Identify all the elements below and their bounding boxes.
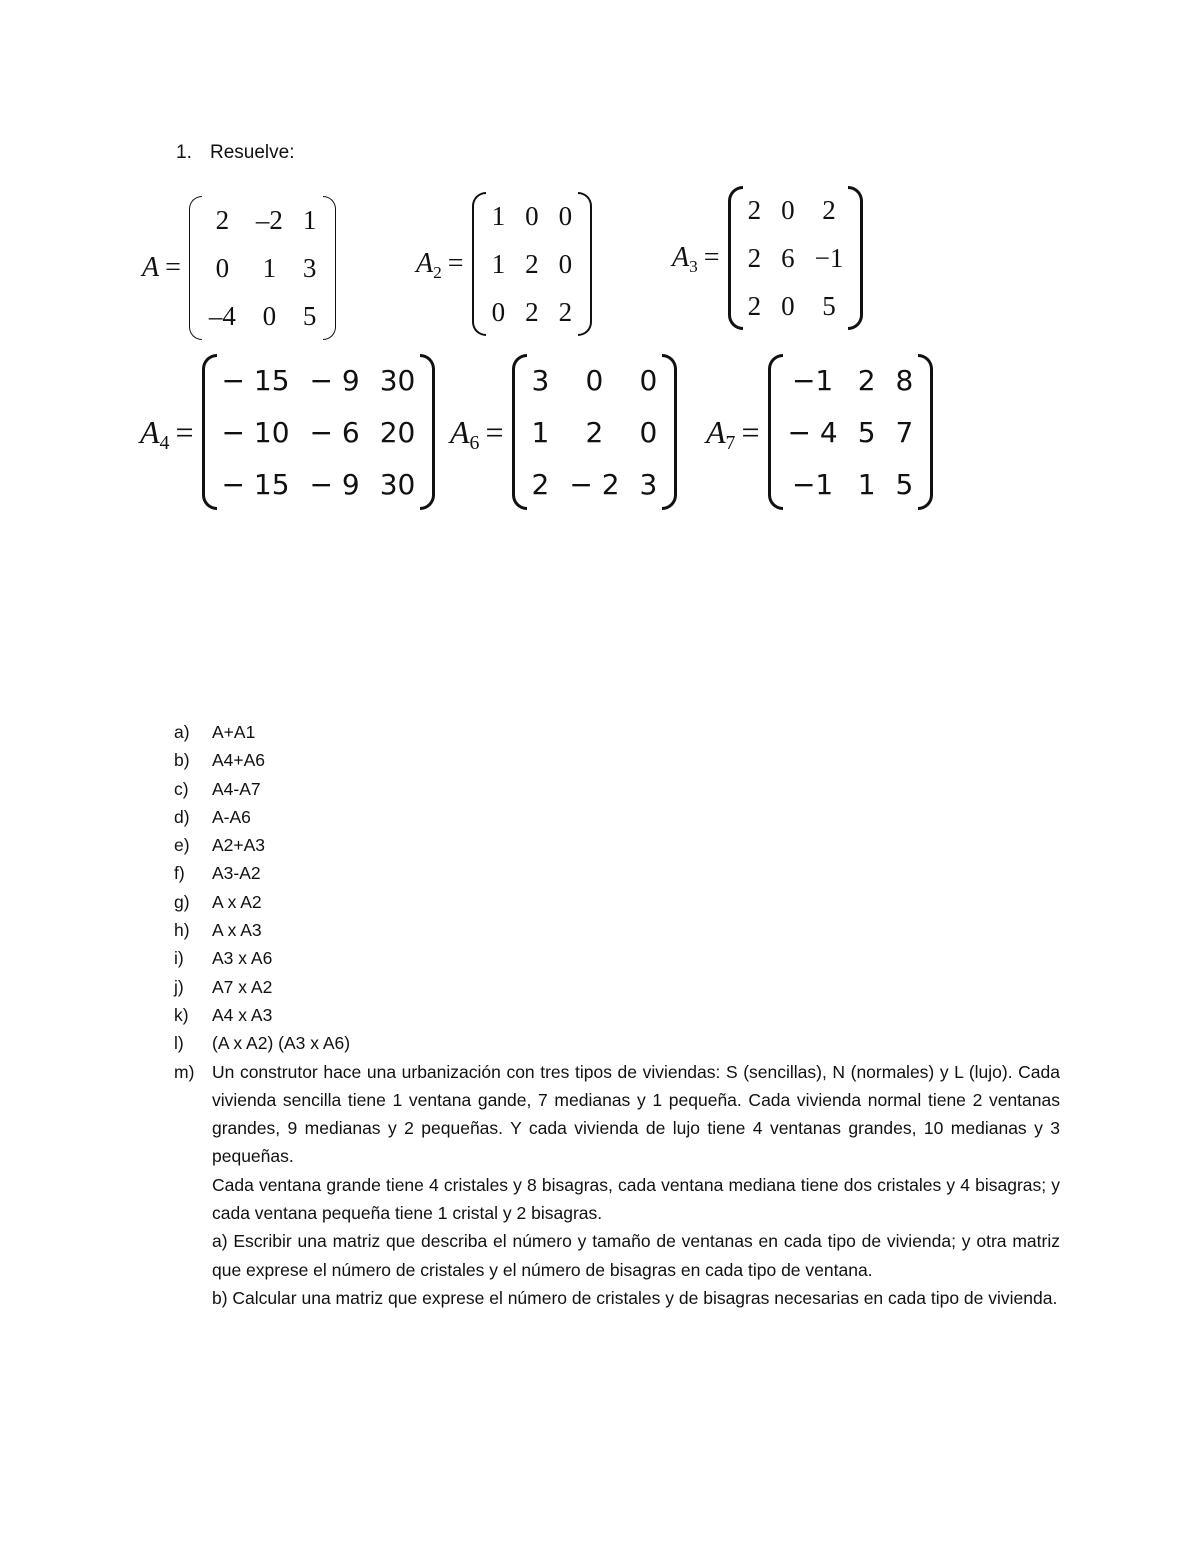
matrix-A7: [706, 354, 933, 510]
word-problem: m) Un construtor hace una urbanización con tres tipos de viviendas: S (sencillas), N (normales) y L (lujo). Cada vivienda sencilla tiene 1 ventana gande, 7 medianas y 1 pequeña. Cada vivienda normal tiene 2 ventanas grandes, 9 medianas y 2 pequeñas. Y cada vivienda de lujo tiene 4 ventanas grandes, 10 medianas y 3 pequeñas. Cada ventana grande tiene 4 cristales y 8 bisagras, cada ventana mediana tiene dos cristales y 4 bisagras; y cada ventana pequeña tiene 1 cristal y 2 bisagras. a) Escribir una matriz que describa el número y tamaño de ventanas en cada tipo de vivienda; y otra matriz que exprese el número de cristales y el número de bisagras en cada tipo de ventana. b) Calcular una matriz que exprese el número de cristales y de bisagras necesarias en cada tipo de vivienda.: [174, 1058, 1060, 1313]
heading-number: 1.: [176, 142, 192, 163]
matrix-cell: 2: [558, 296, 573, 327]
matrix-cell: 7: [895, 415, 914, 449]
equals-sign: =: [703, 242, 720, 273]
matrix-cell: 0: [781, 290, 795, 321]
matrix-cell: 2: [585, 415, 604, 449]
matrix-cell: −1: [791, 467, 834, 501]
problem-paragraph: Un construtor hace una urbanización con tres tipos de viviendas: S (sencillas), N (normales) y L (lujo). Cada vivienda sencilla tiene 1 ventana gande, 7 medianas y 1 pequeña. Cada vivienda normal tiene 2 ventanas grandes, 9 medianas y 2 pequeñas. Y cada vivienda de lujo tiene 4 ventanas grandes, 10 medianas y 3 pequeñas.: [212, 1061, 1060, 1167]
matrix-cell: 2: [531, 467, 550, 501]
equals-sign: =: [447, 248, 464, 279]
matrix-cell: − 9: [309, 363, 360, 397]
matrix-row: [522, 458, 668, 510]
matrix-cell: − 4: [787, 415, 838, 449]
matrix-cell: 0: [639, 363, 658, 397]
matrix-cell: 6: [781, 242, 795, 273]
matrix-A2: [416, 192, 592, 336]
matrix-cell: −1: [814, 242, 844, 273]
matrix-cell: 0: [525, 200, 539, 231]
list-item: k) A4 x A3: [174, 1004, 273, 1025]
matrix-cell: 2: [525, 296, 539, 327]
matrix-cell: 2: [857, 363, 876, 397]
matrix-cell: − 6: [309, 415, 360, 449]
matrix-cell: –2: [255, 204, 283, 235]
matrix-cell: 2: [822, 194, 836, 225]
exercise-list: [174, 718, 1060, 1312]
matrix-cell: 5: [857, 415, 876, 449]
equals-sign: =: [741, 413, 760, 450]
matrix-A4: [140, 354, 435, 510]
problem-question-a: a) Escribir una matriz que describa el número y tamaño de ventanas en cada tipo de vivienda; y otra matriz que exprese el número de cristales y el número de bisagras en cada tipo de ventana.: [212, 1231, 1060, 1280]
matrix-cell: 0: [558, 200, 573, 231]
matrix-row: [482, 192, 583, 240]
matrix-cell: 1: [531, 415, 550, 449]
heading-text: Resuelve:: [210, 142, 295, 163]
matrix-cell: 3: [639, 467, 658, 501]
matrix-name: $A_3$: [672, 242, 698, 277]
list-item: e) A2+A3: [174, 835, 266, 856]
list-item: i) A3 x A6: [174, 948, 273, 969]
matrix-cell: 1: [857, 467, 876, 501]
matrix-table: [778, 354, 924, 510]
matrix-table: [212, 354, 426, 510]
matrix-cell: 3: [302, 252, 317, 283]
matrix-cell: − 15: [221, 363, 290, 397]
list-item: j) A7 x A2: [174, 976, 273, 997]
matrix-name: $A_2$: [416, 248, 442, 283]
matrix-row: [738, 282, 854, 330]
matrix-table: [199, 196, 327, 340]
matrix-cell: 2: [747, 290, 762, 321]
equals-sign: =: [175, 413, 194, 450]
matrix-cell: 1: [491, 200, 506, 231]
matrix-brackets: [768, 354, 934, 510]
matrix-cell: 0: [262, 300, 277, 331]
matrix-cell: − 2: [569, 467, 620, 501]
matrix-row: [778, 354, 924, 406]
matrix-cell: 5: [895, 467, 914, 501]
matrix-brackets: [189, 196, 337, 340]
matrix-table: [522, 354, 668, 510]
matrix-brackets: [512, 354, 678, 510]
problem-paragraph: Cada ventana grande tiene 4 cristales y 8 bisagras, cada ventana mediana tiene dos cristales y 4 bisagras; y cada ventana pequeña tiene 1 cristal y 2 bisagras.: [212, 1174, 1060, 1224]
matrix-cell: 8: [895, 363, 914, 397]
problem-question-b: b) Calcular una matriz que exprese el número de cristales y de bisagras necesarias en cada tipo de vivienda.: [212, 1287, 1058, 1308]
matrix-cell: –4: [208, 300, 236, 331]
matrix-brackets: [202, 354, 436, 510]
matrix-cell: − 9: [309, 467, 360, 501]
matrix-table: [482, 192, 583, 336]
matrix-cell: 3: [531, 363, 550, 397]
matrix-row: [212, 354, 426, 406]
exercise-heading: [176, 142, 295, 164]
matrix-cell: 2: [747, 194, 762, 225]
matrix-row: [738, 234, 854, 282]
matrix-row: [482, 240, 583, 288]
matrix-name: $A_4$: [140, 413, 170, 455]
list-item: f) A3-A2: [174, 863, 261, 884]
equals-sign: =: [165, 252, 181, 283]
matrix-brackets: [472, 192, 593, 336]
matrix-cell: − 10: [221, 415, 290, 449]
matrix-row: [212, 406, 426, 458]
matrix-row: [778, 406, 924, 458]
matrix-A3: [672, 186, 863, 330]
matrix-row: [522, 354, 668, 406]
matrix-cell: 0: [491, 296, 506, 327]
matrix-cell: 0: [215, 252, 230, 283]
matrix-name: $A_6$: [450, 413, 480, 455]
matrix-row: [199, 244, 327, 292]
matrix-row: [199, 292, 327, 340]
matrix-cell: 0: [781, 194, 795, 225]
matrix-cell: 1: [262, 252, 277, 283]
matrix-cell: 2: [525, 248, 539, 279]
matrix-cell: 5: [302, 300, 317, 331]
list-item: g) A x A2: [174, 891, 262, 912]
list-item: l) (A x A2) (A3 x A6): [174, 1033, 351, 1054]
matrix-cell: 1: [491, 248, 506, 279]
matrix-A6: [450, 354, 677, 510]
matrix-cell: 30: [379, 363, 416, 397]
matrix-cell: 2: [747, 242, 762, 273]
matrix-row: [778, 458, 924, 510]
matrix-brackets: [728, 186, 864, 330]
matrix-A: [142, 196, 336, 340]
list-item: c) A4-A7: [174, 778, 261, 799]
matrix-row: [212, 458, 426, 510]
matrix-row: [482, 288, 583, 336]
matrix-cell: 2: [215, 204, 230, 235]
matrix-row: [199, 196, 327, 244]
list-item: a) A+A1: [174, 722, 256, 742]
matrix-cell: 5: [822, 290, 836, 321]
matrix-table: [738, 186, 854, 330]
matrix-cell: 20: [379, 415, 416, 449]
matrix-name: A: [142, 252, 160, 283]
matrix-cell: 30: [379, 467, 416, 501]
equals-sign: =: [485, 413, 504, 450]
list-item: b) A4+A6: [174, 750, 266, 771]
matrix-name: $A_7$: [706, 413, 736, 455]
matrix-cell: 0: [639, 415, 658, 449]
matrix-cell: −1: [791, 363, 834, 397]
list-item: h) A x A3: [174, 920, 262, 941]
matrix-row: [522, 406, 668, 458]
matrix-cell: 0: [558, 248, 573, 279]
list-item: d) A-A6: [174, 806, 251, 827]
matrix-row: [738, 186, 854, 234]
matrix-cell: 1: [302, 204, 317, 235]
matrix-cell: 0: [585, 363, 604, 397]
matrix-cell: − 15: [221, 467, 290, 501]
